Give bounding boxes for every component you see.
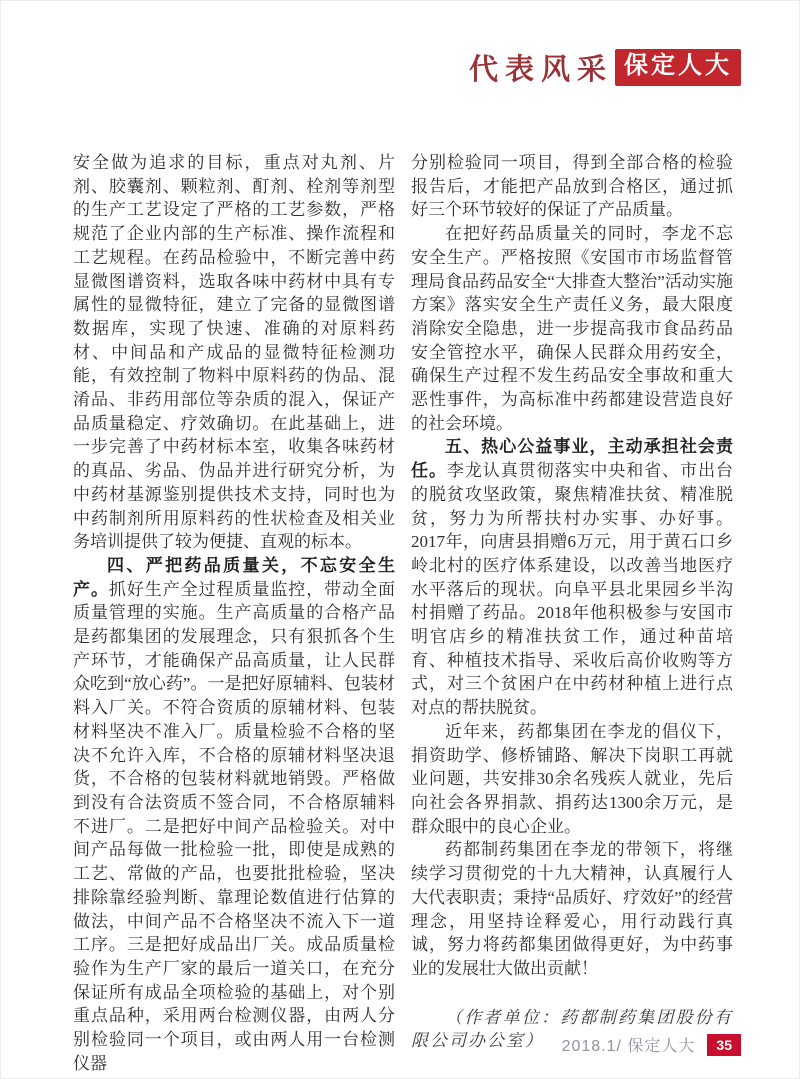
publication-badge: 保定人大 <box>615 49 741 86</box>
author-unit-line: （作者单位：药都制药集团股份有限公司办公室） <box>411 1007 733 1051</box>
paragraph: 四、严把药品质量关，不忘安全生产。抓好生产全过程质量监控，带动全面质量管理的实施。生产高质量的合格产品是药都集团的发展理念，只有狠抓各个生产环节，才能确保产品高质量，让人民群众吃到“放心药”。一是把好原辅料、包装材料入厂关。不符合资质的原辅材料、包装材料坚决不准入厂。质量检验不合格的坚决不允许入库，不合格的原辅材料坚决退货，不合格的包装材料就地销毁。严格做到没有合法资质不签合同，不合格原辅料不进厂。二是把好中间产品检验关。对中间产品每做一批检验一批，即使是成熟的工艺、常做的产品，也要批批检验，坚决排除靠经验判断、靠理论数值进行估算的做法，中间产品不合格坚决不流入下一道工序。三是把好成品出厂关。成品质量检验作为生产厂家的最后一道关口，在充分保证所有成品全项检验的基础上，对个别重点品种，采用两台检测仪器，由两人分别检验同一个项目，或由两人用一台检测仪器 <box>73 555 396 1073</box>
page-number-badge: 35 <box>707 1034 741 1056</box>
section-title: 代表风采 <box>468 54 613 86</box>
section-heading: 五、热心公益事业，主动承担社会责任。 <box>411 437 733 481</box>
paragraph: 安全做为追求的目标，重点对丸剂、片剂、胶囊剂、颗粒剂、酊剂、栓剂等剂型的生产工艺设定了严格的工艺参数，严格规范了企业内部的生产标准、操作流程和工艺规程。在药品检验中，不断完善中药显微图谱资料，选取各味中药材中具有专属性的显微特征，建立了完备的显微图谱数据库，实现了快速、准确的对原料药材、中间品和产成品的显微特征检测功能，有效控制了物料中原料药的伪品、混淆品、非药用部位等杂质的混入，保证产品质量稳定、疗效确切。在此基础上，进一步完善了中药材标本室，收集各味药材的真品、劣品、伪品并进行研究分析，为中药材基源鉴别提供技术支持，同时也为中药制剂所用原料药的性状检查及相关业务培训提供了较为便捷、直观的标本。 <box>73 153 395 552</box>
paragraph: 分别检验同一项目，得到全部合格的检验报告后，才能把产品放到合格区，通过抓好三个环节较好的保证了产品质量。 <box>411 153 733 220</box>
column-right <box>411 151 733 1075</box>
page-footer <box>562 1033 741 1056</box>
paragraph: 在把好药品质量关的同时，李龙不忘安全生产。严格按照《安国市市场监督管理局食品药品安全“大排查大整治”活动实施方案》落实安全生产责任义务，最大限度消除安全隐患，进一步提高我市食品药品安全管控水平，确保人民群众用药安全，确保生产过程不发生药品安全事故和重大恶性事件，为高标准中药都建设营造良好的社会环境。 <box>411 224 733 433</box>
paragraph: 药都制药集团在李龙的带领下，将继续学习贯彻党的十九大精神，认真履行人大代表职责；秉持“品质好、疗效好”的经营理念，用坚持诠释爱心，用行动践行真诚，努力将药都集团做得更好，为中药事业的发展壮大做出贡献！ <box>411 840 733 978</box>
article-body <box>73 151 733 1075</box>
issue-label: 2018.1/ 保定人大 <box>561 1038 696 1055</box>
section-heading: 四、严把药品质量关，不忘安全生产。 <box>73 555 395 599</box>
paragraph: 近年来，药都集团在李龙的倡仪下，捐资助学、修桥铺路、解决下岗职工再就业问题，共安排30余名残疾人就业，先后向社会各界捐款、捐药达1300余万元，是群众眼中的良心企业。 <box>411 721 733 836</box>
paragraph: 五、热心公益事业，主动承担社会责任。李龙认真贯彻落实中央和省、市出台的脱贫攻坚政策，聚焦精准扶贫、精准脱贫，努力为所帮扶村办实事、办好事。2017年，向唐县捐赠6万元，用于黄石口乡岭北村的医疗体系建设，以改善当地医疗水平落后的现状。向阜平县北果园乡半沟村捐赠了药品。2018年他积极参与安国市明官店乡的精准扶贫工作，通过种苗培育、种植技术指导、采收后高价收购等方式，对三个贫困户在中药材种植上进行点对点的帮扶脱贫。 <box>411 437 734 718</box>
column-left <box>73 151 395 1075</box>
page-header <box>469 47 741 88</box>
